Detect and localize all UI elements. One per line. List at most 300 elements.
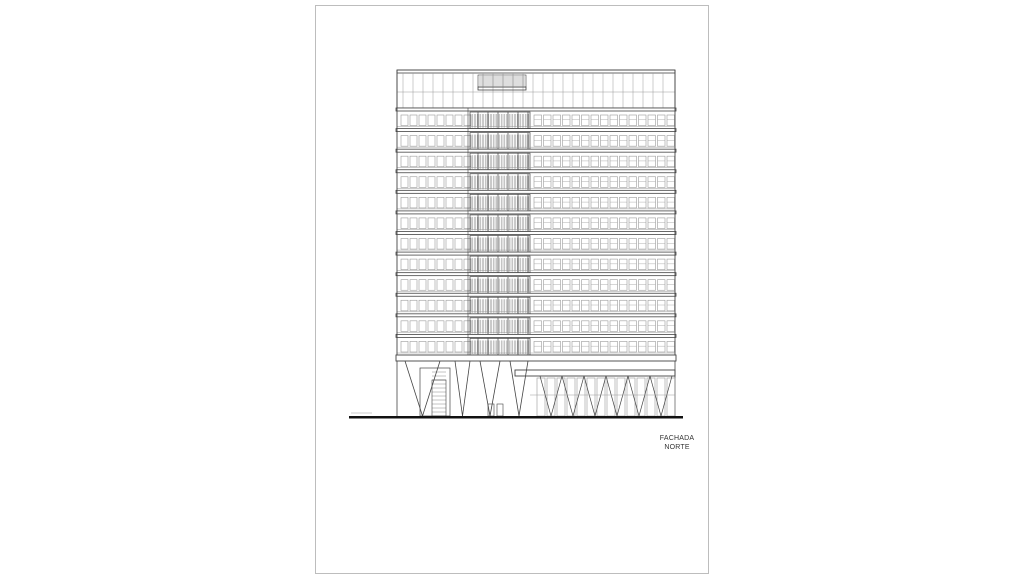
window <box>553 321 561 332</box>
window <box>544 218 552 229</box>
window <box>544 197 552 208</box>
window <box>582 136 590 147</box>
window <box>658 197 666 208</box>
window <box>639 177 647 188</box>
window <box>610 300 618 311</box>
window <box>553 280 561 291</box>
window <box>667 115 675 126</box>
window <box>620 177 628 188</box>
window <box>620 156 628 167</box>
window <box>591 341 599 352</box>
window <box>544 136 552 147</box>
floor-slab <box>396 273 676 276</box>
window <box>401 177 408 188</box>
window <box>648 218 656 229</box>
window <box>601 259 609 270</box>
window <box>401 280 408 291</box>
window <box>544 300 552 311</box>
window <box>455 300 462 311</box>
window <box>410 280 417 291</box>
podium-canopy <box>515 370 675 376</box>
window <box>639 300 647 311</box>
window <box>437 197 444 208</box>
window <box>446 136 453 147</box>
window <box>428 136 435 147</box>
window <box>572 218 580 229</box>
window <box>667 300 675 311</box>
window <box>572 197 580 208</box>
window <box>437 156 444 167</box>
window <box>401 156 408 167</box>
window <box>639 239 647 250</box>
window <box>629 177 637 188</box>
window <box>410 218 417 229</box>
drawing-caption <box>652 434 702 452</box>
window <box>658 259 666 270</box>
window <box>446 218 453 229</box>
window <box>428 300 435 311</box>
window <box>591 280 599 291</box>
window <box>437 259 444 270</box>
window <box>563 156 571 167</box>
window <box>428 321 435 332</box>
window <box>534 115 542 126</box>
v-column <box>519 361 528 416</box>
window <box>428 156 435 167</box>
floor-slab <box>396 108 676 111</box>
window <box>446 177 453 188</box>
window <box>658 115 666 126</box>
window <box>455 177 462 188</box>
window <box>582 239 590 250</box>
window <box>401 115 408 126</box>
window <box>544 177 552 188</box>
window <box>648 321 656 332</box>
v-column <box>490 361 500 416</box>
window <box>428 218 435 229</box>
window <box>553 197 561 208</box>
window <box>428 341 435 352</box>
window <box>544 321 552 332</box>
window <box>648 239 656 250</box>
window <box>601 156 609 167</box>
window <box>610 136 618 147</box>
window <box>419 115 426 126</box>
window <box>553 156 561 167</box>
window <box>455 115 462 126</box>
window <box>629 239 637 250</box>
window <box>455 321 462 332</box>
window <box>620 259 628 270</box>
window <box>601 280 609 291</box>
window <box>419 177 426 188</box>
window <box>601 300 609 311</box>
window <box>534 177 542 188</box>
window <box>639 259 647 270</box>
window <box>553 115 561 126</box>
podium-window <box>637 378 645 416</box>
podium-window <box>537 378 545 416</box>
window <box>419 280 426 291</box>
window <box>667 177 675 188</box>
window <box>639 115 647 126</box>
window <box>658 177 666 188</box>
window <box>620 218 628 229</box>
window <box>437 300 444 311</box>
window <box>553 218 561 229</box>
window <box>410 136 417 147</box>
window <box>629 115 637 126</box>
window <box>620 341 628 352</box>
caption-line-2: NORTE <box>664 444 690 451</box>
window <box>620 197 628 208</box>
window <box>629 197 637 208</box>
window <box>437 321 444 332</box>
window <box>601 239 609 250</box>
window <box>534 218 542 229</box>
window <box>648 280 656 291</box>
window <box>629 321 637 332</box>
window <box>591 259 599 270</box>
window <box>591 156 599 167</box>
window <box>563 136 571 147</box>
window <box>410 197 417 208</box>
window <box>648 156 656 167</box>
window <box>563 341 571 352</box>
window <box>428 115 435 126</box>
window <box>658 300 666 311</box>
window <box>639 218 647 229</box>
window <box>410 259 417 270</box>
window <box>419 341 426 352</box>
v-column <box>510 361 519 416</box>
floor-slab <box>396 232 676 235</box>
window <box>667 218 675 229</box>
window <box>419 239 426 250</box>
podium-window <box>587 378 595 416</box>
podium-brace <box>650 376 661 416</box>
window <box>544 115 552 126</box>
window <box>401 218 408 229</box>
window <box>534 259 542 270</box>
window <box>582 197 590 208</box>
window <box>658 136 666 147</box>
podium-brace <box>573 376 584 416</box>
window <box>401 300 408 311</box>
window <box>455 259 462 270</box>
window <box>553 341 561 352</box>
window <box>544 280 552 291</box>
podium-window <box>667 378 675 416</box>
podium-brace <box>606 376 617 416</box>
window <box>563 259 571 270</box>
floor-slab <box>396 129 676 132</box>
window <box>601 197 609 208</box>
window <box>544 341 552 352</box>
window <box>610 156 618 167</box>
window <box>563 300 571 311</box>
window <box>591 321 599 332</box>
window <box>601 115 609 126</box>
window <box>446 321 453 332</box>
window <box>419 300 426 311</box>
window <box>667 259 675 270</box>
podium-brace <box>551 376 562 416</box>
window <box>620 321 628 332</box>
window <box>667 136 675 147</box>
window <box>582 115 590 126</box>
window <box>553 239 561 250</box>
window <box>610 177 618 188</box>
window <box>446 300 453 311</box>
window <box>563 197 571 208</box>
window <box>572 321 580 332</box>
window <box>629 218 637 229</box>
window <box>572 136 580 147</box>
roof-level <box>397 70 675 108</box>
window <box>428 280 435 291</box>
window <box>591 136 599 147</box>
floor-slab <box>396 190 676 193</box>
window <box>610 321 618 332</box>
window <box>428 177 435 188</box>
window <box>563 321 571 332</box>
window <box>620 239 628 250</box>
window <box>410 321 417 332</box>
window <box>455 156 462 167</box>
window <box>401 136 408 147</box>
window <box>610 115 618 126</box>
window <box>401 341 408 352</box>
transfer-slab <box>396 355 676 361</box>
window <box>648 341 656 352</box>
window <box>658 280 666 291</box>
window <box>563 218 571 229</box>
window <box>658 341 666 352</box>
window <box>601 321 609 332</box>
window <box>572 156 580 167</box>
window <box>648 259 656 270</box>
window <box>553 136 561 147</box>
window <box>446 259 453 270</box>
window <box>410 300 417 311</box>
stair-frame <box>432 380 446 416</box>
window <box>629 136 637 147</box>
floor-slab <box>396 252 676 255</box>
window <box>572 177 580 188</box>
window <box>553 259 561 270</box>
window <box>419 218 426 229</box>
window <box>419 136 426 147</box>
window <box>534 136 542 147</box>
window <box>582 177 590 188</box>
window <box>410 156 417 167</box>
window <box>534 280 542 291</box>
window <box>419 321 426 332</box>
podium-window <box>547 378 555 416</box>
window <box>591 115 599 126</box>
window <box>437 341 444 352</box>
window <box>534 156 542 167</box>
window <box>582 259 590 270</box>
window <box>591 218 599 229</box>
podium-brace <box>628 376 639 416</box>
podium-brace <box>562 376 573 416</box>
window <box>620 300 628 311</box>
window <box>601 177 609 188</box>
window <box>534 341 542 352</box>
podium-brace <box>617 376 628 416</box>
window <box>648 197 656 208</box>
window <box>582 300 590 311</box>
window <box>455 280 462 291</box>
window <box>446 115 453 126</box>
window <box>667 239 675 250</box>
window <box>629 280 637 291</box>
window <box>658 321 666 332</box>
window <box>410 177 417 188</box>
window <box>428 239 435 250</box>
window <box>572 239 580 250</box>
window <box>446 341 453 352</box>
window <box>582 280 590 291</box>
window <box>410 341 417 352</box>
window <box>667 321 675 332</box>
window <box>410 239 417 250</box>
roof-parapet <box>397 70 675 73</box>
podium-brace <box>639 376 650 416</box>
podium-brace <box>540 376 551 416</box>
window <box>667 197 675 208</box>
window <box>563 115 571 126</box>
window <box>620 136 628 147</box>
window <box>601 218 609 229</box>
window <box>610 280 618 291</box>
window <box>591 197 599 208</box>
window <box>648 136 656 147</box>
window <box>446 197 453 208</box>
window <box>534 197 542 208</box>
window <box>620 280 628 291</box>
window <box>553 300 561 311</box>
window <box>572 115 580 126</box>
window <box>534 300 542 311</box>
window <box>591 300 599 311</box>
window <box>582 156 590 167</box>
window <box>437 239 444 250</box>
window <box>658 156 666 167</box>
window <box>419 156 426 167</box>
floor-slab <box>396 149 676 152</box>
entrance-door <box>497 404 503 416</box>
window <box>591 177 599 188</box>
v-column <box>480 361 490 416</box>
window <box>544 156 552 167</box>
floor-slab <box>396 293 676 296</box>
window <box>446 280 453 291</box>
window <box>437 218 444 229</box>
window <box>601 341 609 352</box>
v-column <box>423 361 441 416</box>
window <box>610 197 618 208</box>
window <box>419 259 426 270</box>
window <box>629 259 637 270</box>
window <box>428 259 435 270</box>
window <box>610 239 618 250</box>
window <box>553 177 561 188</box>
window <box>563 239 571 250</box>
ground-line <box>349 416 683 419</box>
window <box>401 259 408 270</box>
podium-window <box>617 378 625 416</box>
podium-brace <box>595 376 606 416</box>
window <box>534 239 542 250</box>
window <box>446 156 453 167</box>
window <box>563 280 571 291</box>
window <box>639 136 647 147</box>
window <box>563 177 571 188</box>
caption-line-1: FACHADA <box>659 435 695 442</box>
roof-canopy <box>478 87 526 90</box>
window <box>591 239 599 250</box>
window <box>437 115 444 126</box>
floor-slab <box>396 211 676 214</box>
window <box>437 136 444 147</box>
window <box>572 259 580 270</box>
window <box>419 197 426 208</box>
window <box>629 156 637 167</box>
window <box>410 115 417 126</box>
window <box>534 321 542 332</box>
window <box>572 300 580 311</box>
window <box>455 341 462 352</box>
floor-slab <box>396 170 676 173</box>
window <box>610 259 618 270</box>
window <box>401 321 408 332</box>
window <box>620 115 628 126</box>
window <box>629 300 637 311</box>
window <box>639 280 647 291</box>
window <box>428 197 435 208</box>
window <box>629 341 637 352</box>
v-column <box>455 361 463 416</box>
window <box>572 341 580 352</box>
window <box>401 197 408 208</box>
window <box>572 280 580 291</box>
window <box>658 239 666 250</box>
window <box>544 239 552 250</box>
window <box>667 280 675 291</box>
window <box>639 156 647 167</box>
floor-slab <box>396 314 676 317</box>
floor-slab <box>396 334 676 337</box>
v-column <box>463 361 471 416</box>
window <box>455 239 462 250</box>
window <box>582 218 590 229</box>
window <box>667 156 675 167</box>
podium-window <box>657 378 665 416</box>
window <box>437 177 444 188</box>
podium-window <box>567 378 575 416</box>
window <box>639 197 647 208</box>
window <box>437 280 444 291</box>
window <box>667 341 675 352</box>
podium-brace <box>584 376 595 416</box>
window <box>544 259 552 270</box>
window <box>639 321 647 332</box>
window <box>455 136 462 147</box>
window <box>658 218 666 229</box>
